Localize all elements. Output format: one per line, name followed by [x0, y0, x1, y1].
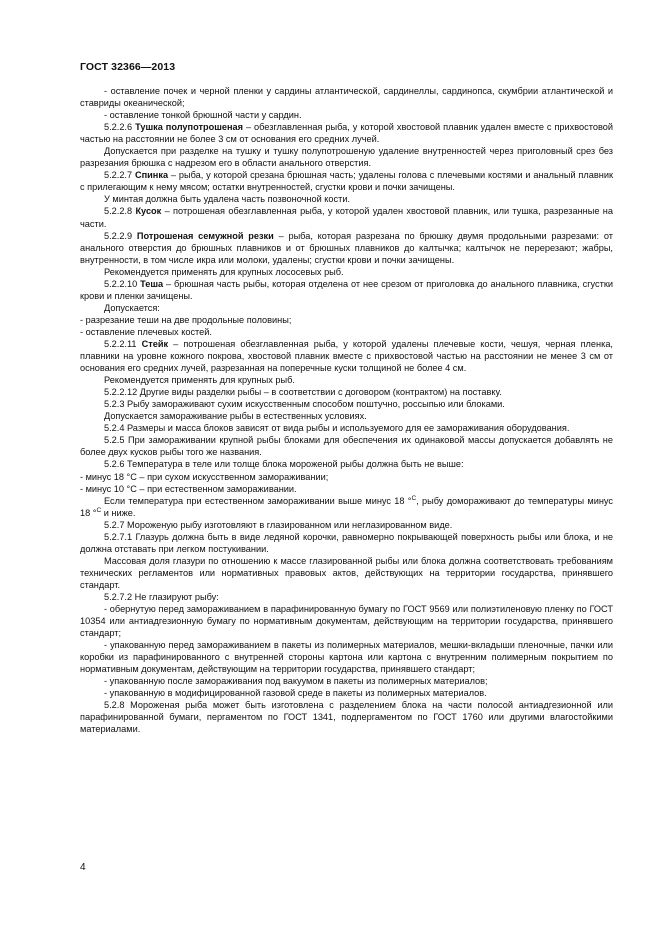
paragraph: 5.2.2.12 Другие виды разделки рыбы – в соответствии с договором (контрактом) на поставку. [104, 387, 502, 398]
paragraph: 5.2.7.2 Не глазируют рыбу: [104, 591, 219, 602]
paragraph: Если температура при естественном замораживании выше минус 18 °$^С$, рыбу домораживают до температуры минус 18 °$^С$ и ниже. [80, 494, 613, 518]
paragraph: У минтая должна быть удалена часть позвоночной кости. [104, 194, 351, 205]
clause-number: 5.2.2.7 [104, 170, 133, 181]
paragraph-definition [80, 278, 613, 302]
paragraph: Допускается замораживание рыбы в естественных условиях. [104, 411, 367, 422]
paragraph: 5.2.7.1 Глазурь должна быть в виде ледяной корочки, равномерно покрывающей поверхность рыбы или блока, и не должна отставать при легком постукивании. [80, 531, 613, 554]
list-item: - оставление плечевых костей. [80, 326, 212, 337]
defined-term: Спинка [134, 170, 169, 181]
paragraph: 5.2.4 Размеры и масса блоков зависят от вида рыбы и используемого для ее замораживания оборудования. [104, 423, 570, 434]
paragraph: Допускается при разделке на тушку и тушку полупотрошеную удаление внутренностей через приголовный срез без разрезания брюшка с надрезом его в области анального отверстия. [80, 146, 613, 169]
defined-term: Тушка полупотрошеная [135, 122, 243, 133]
paragraph-definition [80, 230, 613, 266]
defined-term: Теша [140, 278, 164, 289]
paragraph-definition [80, 338, 613, 374]
paragraph: Допускается: [104, 302, 160, 313]
document-body [80, 85, 613, 736]
list-item: - разрезание теши на две продольные половины; [80, 314, 292, 325]
defined-term: Потрошеная семужной резки [136, 230, 274, 241]
definition-text: – потрошеная обезглавленная рыба, у которой удалены плечевые кости, чешуя, черная пленка, плавники на уровне кожного покрова, хвостовой плавник вместе с прихвостовой частью на расстоянии не менее 3 см от основания его средних лучей, разрезанная на поперечные куски толщиной не более 4 см. [80, 338, 613, 374]
paragraph: 5.2.8 Мороженая рыба может быть изготовлена с разделением блока на части полосой антиадгезионной или парафинированной бумаги, пергаментом по ГОСТ 1341, подпергаментом по ГОСТ 1760 или другими влагостойкими материалами. [80, 700, 613, 735]
paragraph: 5.2.5 При замораживании крупной рыбы блоками для обеспечения их одинаковой массы допускается добавлять не более двух кусков рыбы того же названия. [80, 435, 613, 458]
defined-term: Кусок [135, 206, 162, 217]
clause-number: 5.2.2.10 [104, 278, 138, 289]
list-item: - минус 18 °С – при сухом искусственном замораживании; [80, 471, 329, 482]
paragraph: Рекомендуется применять для крупных рыб. [104, 375, 295, 386]
list-item: - минус 10 °С – при естественном замораживании. [80, 483, 297, 494]
paragraph-definition [80, 169, 613, 193]
paragraph: 5.2.6 Температура в теле или толще блока мороженой рыбы должна быть не выше: [104, 459, 464, 470]
paragraph: - оставление тонкой брюшной части у сардин. [104, 110, 302, 121]
list-item: - упакованную перед замораживанием в пакеты из полимерных материалов, мешки-вкладыши пленочные, пачки или коробки из парафинированного с внутренней стороны картона или картона с внутренним полимерным покрытием по нормативным документам, действующим на территории государства, принявшего стандарт; [80, 640, 613, 675]
paragraph-definition [80, 205, 613, 229]
list-item: - упакованную после замораживания под вакуумом в пакеты из полимерных материалов; [104, 676, 488, 687]
definition-text: – обезглавленная рыба, у которой хвостовой плавник удален вместе с прихвостовой частью на расстоянии не более 3 см от основания его средних лучей. [80, 122, 613, 145]
clause-number: 5.2.2.6 [104, 122, 133, 133]
page-number: 4 [80, 862, 86, 873]
clause-number: 5.2.2.11 [104, 338, 137, 349]
paragraph: - оставление почек и черной пленки у сардины атлантической, сардинеллы, сардинопса, скумбрии атлантической и ставриды океанической; [80, 86, 613, 109]
definition-text: – брюшная часть рыбы, которая отделена от нее срезом от приголовка до анального плавника, сгустки крови и пленки зачищены. [80, 278, 614, 301]
list-item: - упакованную в модифицированной газовой среде в пакеты из полимерных материалов. [104, 688, 487, 699]
definition-text: – потрошеная обезглавленная рыба, у которой удален хвостовой плавник, или тушка, разрезанные на части. [80, 206, 613, 229]
paragraph: Рекомендуется применять для крупных лососевых рыб. [104, 266, 344, 277]
definition-text: – рыба, у которой срезана брюшная часть; удалены голова с плечевыми костями и анальный плавник с прилегающим к нему мясом; остатки внутренностей, сгустки крови и почки зачищены. [80, 170, 613, 193]
definition-text: – рыба, которая разрезана по брюшку двумя продольными разрезами: от анального отверстия до брюшных плавников и от брюшных плавников до калтычка; калтычок не перерезают; жабры, внутренности, в том числе икра или молоки, удалены; сгустки крови и почки зачищены. [80, 230, 613, 265]
clause-number: 5.2.2.9 [104, 230, 133, 241]
paragraph: Массовая доля глазури по отношению к массе глазированной рыбы или блока должна соответствовать требованиям технических регламентов или нормативных правовых актов, действующих на территории государства, принявшего стандарт. [80, 555, 613, 590]
defined-term: Стейк [141, 338, 169, 349]
paragraph: 5.2.7 Мороженую рыбу изготовляют в глазированном или неглазированном виде. [104, 519, 453, 530]
paragraph: 5.2.3 Рыбу замораживают сухим искусственным способом поштучно, россыпью или блоками. [104, 399, 505, 410]
document-header: ГОСТ 32366—2013 [80, 61, 176, 73]
paragraph-definition [80, 121, 613, 145]
clause-number: 5.2.2.8 [104, 206, 133, 217]
list-item: - обернутую перед замораживанием в парафинированную бумагу по ГОСТ 9569 или полиэтиленовую пленку по ГОСТ 10354 или антиадгезионную бумагу по нормативным документам, действующим на территории государства, принявшего стандарт; [80, 604, 613, 639]
